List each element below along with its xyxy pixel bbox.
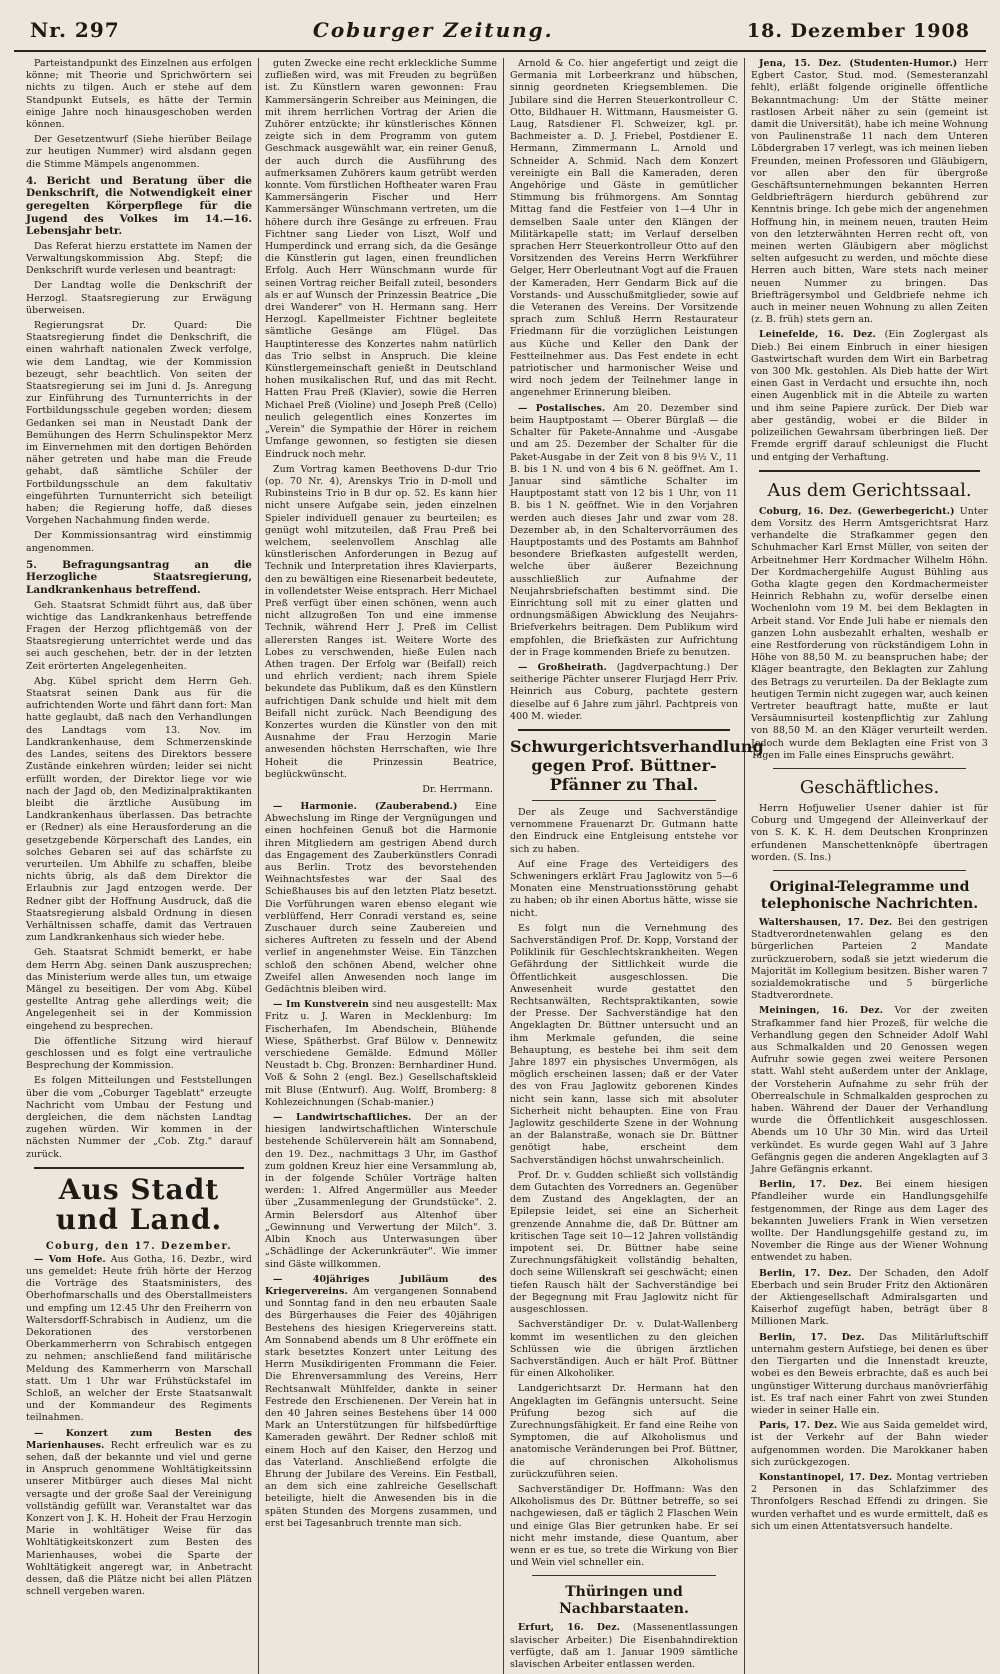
item-heading: Paris, 17. Dez. [759,1420,838,1432]
newspaper-title: Coburger Zeitung. [312,18,554,42]
article-text: Am vergangenen Sonnabend und Sonntag fand in den neu erbauten Saale des Bürgerhauses die Feier des 40jährigen Bestehens des hiesigen Kriegervereins statt. Am Sonnabend abends um 8 Uhr eröffnete ein stark besetztes Konzert unter Leitung des Herrn Musikdirigenten Frommann die Feier. Die Ehrenversammlung des Vereins, Herr Rechtsanwalt Mühlfelder, dankte in seiner Festrede den Erschienenen. Der Verein hat in den 40 Jahren seines Bestehens über 14 000 Mark an Unterstützungen für hilfsbedürftige Kameraden gewährt. Der Redner schloß mit einem Hoch auf den Kaiser, den Herzog und das Vaterland. Anschließend erfolgte die Ehrung der Jubilare des Vereins. Ein Festball, an dem sich eine zahlreiche Gesellschaft beteiligte, hielt die Anwesenden bis in die späten Stunden des Morgens zusammen, und erst bei Tagesanbruch trennte man sich. [265,1285,497,1529]
article-paragraph: Es folgt nun die Vernehmung des Sachverständigen Prof. Dr. Kopp, Vorstand der Poliklinik für Geschlechtskrankheiten. Wegen Gefährdung der Sittlichkeit wurde die Öffentlichkeit ausgeschlossen. Die Anwesenheit wurde gestattet den Rechtsanwälten, Rechtspraktikanten, sowie der Presse. Der Sachverständige hat den Angeklagten Dr. Büttner untersucht und an ihm Merkmale gefunden, die seine Behauptung, es bestehe bei ihm seit dem Jahre 1897 ein physisches Unvermögen, als möglich erscheinen lassen; daß er der Vater des von Frau Jaglowitz geborenen Kindes nicht sein kann, lasse sich mit absoluter Sicherheit nicht behaupten. Eine von Frau Jaglowitz geschilderte Szene in der Wohnung an der Balanstraße, wonach sie Dr. Büttner genötigt habe, erscheint dem Sachverständigen höchst unwahrscheinlich. [510,922,738,1166]
section-divider [518,729,730,731]
item-heading: Leinefelde, 16. Dez. [759,329,876,341]
article-text: Recht erfreulich war es zu sehen, daß der bekannte und viel und gerne in Anspruch genommene Wohltätigkeitssinn unserer Mitbürger auch dieses Mal nicht versagte und der große Saal der Vereinigung vollständig gefüllt war. Veranstaltet war das Konzert von J. K. H. Hoheit der Frau Herzogin Marie in wohltätiger Weise für das Wohltätigkeitskonzert zum Besten des Marienhauses, wobei die Sparte der Wohltätigkeit angeregt war, in Anbetracht dessen, daß die Plätze nicht bei allen Plätzen schnell vergeben waren. [26,1439,252,1598]
article-text: Aus Gotha, 16. Dezbr., wird uns gemeldet: Heute früh hörte der Herzog die Vorträge des Staatsministers, des Oberhofmarschalls und des Oberstallmeisters und empfing um 12.45 Uhr den Freiherrn von Waltersdorff-Schrabisch in Audienz, um die Dekorationen des verstorbenen Oberkammerherrn von Schrabisch entgegen zu nehmen; anschließend fand militärische Meldung des Kammerherrn von Marschall statt. Um 1 Uhr war Frühstückstafel im Schloß, an welcher der Erste Staatsanwalt und der Kommandeur des Regiments teilnahmen. [26,1253,252,1424]
item-heading: — Landwirtschaftliches. [273,1112,412,1124]
article-paragraph: Sachverständiger Dr. Hoffmann: Was den Alkoholismus des Dr. Büttner betreffe, so sei nachgewiesen, daß er täglich 2 Flaschen Wein und einige Glas Bier getrunken habe. Er sei nicht mehr imstande, diese Quantum, aber wenn er es tue, so trete die Wirkung von Bier und Wein viel schneller ein. [510,1483,738,1569]
agenda-heading: 5. Befragungsantrag an die Herzogliche Staatsregierung, Landkrankenhaus betreffend. [26,558,252,597]
article-paragraph: guten Zwecke eine recht erkleckliche Summe zufließen wird, was mit Freuden zu begrüßen ist. Zu Künstlern waren gewonnen: Frau Kammersängerin Schreiber aus Meiningen, die mit ihrem herrlichen Vortrag der Arien die Zuhörer entzückte; ihr künstlerisches Können zeigte sich in dem Programm von gutem Geschmack ausgewählt war, ein reiner Genuß, der auch durch die Ausführung des aufmerksamen Zuhörers kaum getrübt werden konnte. Vom fürstlichen Hoftheater waren Frau Kammersängerin Fischer und Herr Kammersänger Wünschmann vertreten, um die höhere durch ihre Gesänge zu erfreuen. Frau Fichtner sang Lieder von Liszt, Wolf und Humperdinck und errang sich, da die Gesänge die Künstlerin gut lagen, einen freundlichen Erfolg. Auch Herr Wünschmann wurde für seinen Vortrag reicher Beifall zuteil, besonders als er auf Wunsch der Prinzessin Beatrice „Die drei Wanderer" von H. Hermann sang. Herr Herzogl. Kapellmeister Fichtner begleitete sämtliche Gesänge am Flügel. Das Hauptinteresse des Konzertes nahm natürlich das Trio selbst in Anspruch. Die kleine Künstlergemeinschaft genießt in Deutschland hohen musikalischen Ruf, und das mit Recht. Hatten Frau Preß (Klavier), sowie die Herren Michael Preß (Violine) und Joseph Preß (Cello) neulich gelegentlich eines Konzertes im „Verein" die Sympathie der Hörer in reichem Umfange gewonnen, so festigten sie diesen Eindruck noch mehr. [265,58,497,460]
article-paragraph: Zum Vortrag kamen Beethovens D-dur Trio (op. 70 Nr. 4), Arenskys Trio in D-moll und Rubinsteins Trio in B dur op. 52. Es kann hier nicht unsere Aufgabe sein, jeden einzelnen Spieler individuell genauer zu beurteilen; es genügt wohl mitzuteilen, daß Frau Preß bei welchem, seelenvollem Anschlag alle künstlerischen Anforderungen in Bezug auf Technik und Interpretation ihres Klavierparts, den zu bewältigen eine Riesenarbeit bedeutete, in vollendetster Weise entsprach. Herr Michael Preß verfügt über einen schönen, wenn auch nicht allzugroßen Ton und eine immense Technik, während Herr J. Preß im Cellist allerersten Ranges ist. Weitere Worte des Lobes zu verschwenden, hieße Eulen nach Athen tragen. Der Erfolg war (Beifall) reich und ehrlich verdient; nach ihrem Spiele bekundete das Publikum, daß es den Künstlern aufrichtigen Dank schulde und hielt mit dem Beifall nicht zurück. Nach Beendigung des Konzertes wurden die Künstler von den mit Ausnahme der Frau Herzogin Marie anwesenden höchsten Herrschaften, wie Ihre Hoheit die Prinzessin Beatrice, beglückwünscht. [265,463,497,780]
item-heading: Erfurt, 16. Dez. [518,1622,621,1634]
dateline: Coburg, den 17. Dezember. [45,1240,233,1252]
item-heading: Berlin, 17. Dez. [759,1267,852,1279]
agenda-heading: 4. Bericht und Beratung über die Denkschrift, die Notwendigkeit einer geregelten Körperpflege für die Jugend des Volkes im 14.—16. Lebensjahr betr. [26,174,252,238]
item-heading: Waltershausen, 17. Dez. [759,916,893,928]
article-paragraph: Regierungsrat Dr. Quard: Die Staatsregierung findet die Denkschrift, die einen wahrhaft nationalen Zweck verfolge, wie dem Landtag, wie der Kommission bezeugt, sehr beachtlich. Von seiten der Staatsregierung sei im Juni d. Js. Anregung zur Einführung des Turnunterrichts in der Fortbildungsschule gegeben worden; diesem Gedanken sei man in Neustadt Dank der Bemühungen des Herrn Schulinspektor Merz im Einvernehmen mit den dortigen Behörden näher getreten und habe man die Freude gehabt, daß sämtliche Schüler der Fortbildungsschule an dem fakultativ eingeführten Turnunterricht sich beteiligt haben; die Regierung hoffe, daß dieses Vorgehen Nachahmung finden werde. [26,320,252,527]
article-text: Bei einem hiesigen Pfandleiher wurde ein Handlungsgehilfe festgenommen, der Ringe aus dem Lager des bekannten Juweliers Frank in Wien versetzen wollte. Der Handlungsgehilfe gestand zu, im November die Ringe aus der Wiener Wohnung entwendet zu haben. [751,1179,988,1264]
article-paragraph: Der Kommissionsantrag wird einstimmig angenommen. [26,530,252,554]
article-paragraph: Das Referat hierzu erstattete im Namen der Verwaltungskommission Abg. Stepf; die Denkschrift wurde verlesen und beantragt: [26,240,252,277]
article-text: Der Schaden, den Adolf Eberbach und sein Bruder Fritz den Aktionären der Aktiengesellschaft Admiralsgarten und Kaiserhof zugefügt haben, beträgt über 8 Millionen Mark. [751,1267,988,1328]
item-heading: Coburg, 16. Dez. (Gewerbegericht.) [759,505,955,517]
article-text: Eine Abwechslung im Ringe der Vergnügungen und einen hochfeinen Genuß bot die Harmonie ihren Mitgliedern am gestrigen Abend durch das Engagement des Zauberkünstlers Conradi aus Berlin. Trotz des bevorstehenden Weihnachtsfestes war der Saal des Schießhauses bis auf den letzten Platz besetzt. Die Vorführungen waren ebenso elegant wie verblüffend, Herr Conradi verstand es, seine Zuschauer durch seine Zaubereien und sicheres Auftreten zu fesseln und der Abend verlief in angenehmster Weise. Ein Tänzchen schloß den schönen Abend, welcher ohne Zweifel allen Anwesenden noch lange im Gedächtnis bleiben wird. [265,800,497,996]
section-headline: Aus Stadt und Land. [55,1172,223,1236]
masthead [14,8,986,52]
article-text: Der seitherige Pächter unserer Flurjagd Herr Priv. Heinrich aus Coburg, pachtete gestern dieselbe auf 6 Jahre zum jährl. Pachtpreis von 400 M. wieder. [510,661,738,722]
article-paragraph: Geh. Staatsrat Schmidt bemerkt, er habe dem Herrn Abg. seinen Dank auszusprechen; das Ministerium werde alles tun, um etwaige Mängel zu beseitigen. Der vom Abg. Kübel gestellte Antrag gehe allerdings weit; die Angelegenheit sei in der Kommission eingehend zu besprechen. [26,947,252,1032]
item-heading: — Vom Hofe. [34,1253,106,1265]
article-text: Montag vertrieben 2 Personen in das Schlafzimmer des Thronfolgers Reschad Effendi zu dringen. Sie wurden verhaftet und es wurde ermittelt, daß es sich um einen Attentatsversuch handelte. [751,1471,988,1532]
author-signature: Dr. Herrmann. [422,783,493,795]
item-subheading: (Ein Zoglergast als Dieb.) [751,329,989,353]
article-paragraph: Parteistandpunkt des Einzelnen aus erfolgen könne; mit Theorie und Sprichwörtern sei nichts zu tilgen. Auch er stehe auf dem Standpunkt Eutsels, es hätte der Termin einige Jahre noch hinausgeschoben werden können. [26,58,252,131]
article-paragraph: Der als Zeuge und Sachverständige vernommene Frauenarzt Dr. Gutmann hatte den Eindruck eine Entgleisung entstehe vor sich zu haben. [510,806,738,855]
item-heading: Jena, 15. Dez. (Studenten-Humor.) [759,58,958,69]
article-paragraph: Es folgen Mitteilungen und Feststellungen über die vom „Coburger Tageblatt" erzeugte Nachricht vom Umbau der Festung und dergleichen, die dem nächsten Landtag zugehen würden. Wir kommen in der nächsten Nummer der „Cob. Ztg." darauf zurück. [26,1075,252,1160]
column-3 [510,58,764,1674]
article-text: Bei einem Einbruch in einer hiesigen Gastwirtschaft wurden dem Wirt ein Barbetrag von 300 Mk. gestohlen. Als Dieb hatte der Wirt einen Gast in Verdacht und ersuchte ihn, noch einen Augenblick mit in die Abteile zu warten und ihm seine Papiere zurück. Der Dieb war aber geständig, wobei er die Bilder in polizeilichen Gewahrsam überbringen ließ. Der Fremde ergriff darauf schleunigst die Flucht und entging der Verhaftung. [751,341,988,463]
article-text: Die Eisenbahndirektion verfügte, daß am 1. Januar 1909 sämtliche slavischen Arbeiter entlassen werden. [510,1634,738,1670]
item-heading: Konstantinopel, 17. Dez. [759,1471,893,1483]
article-text: Vor der zweiten Strafkammer fand hier Prozeß, für welche die Verhandlung gegen den Schneider Adolf Wahl aus Schmalkalden und 20 Genossen wegen Aufruhr sowie gegen zwei weitere Personen statt. Wahl steht außerdem unter der Anklage, der Vorsteherin Aufnahme zu sehr früh der Oberrealschule in Schmalkalden gesprochen zu haben. Während der Dauer der Verhandlung wurde die Öffentlichkeit ausgeschlossen. Abends um 10 Uhr 30 Min. wird das Urteil verkündet. Es wurde gegen Wahl auf 3 Jahre Gefängnis gegen die anderen Angeklagten auf 3 Jahre Gefängnis erkannt. [751,1005,988,1176]
article-text: Der an der hiesigen landwirtschaftlichen Winterschule bestehende Schülerverein hält am Sonnabend, den 19. Dez., nachmittags 3 Uhr, im Gasthof zum goldnen Kreuz hier eine Versammlung ab, in der folgende Schüler Vorträge halten werden: 1. Alfred Angermüller aus Meeder über „Zusammenlegung der Grundstücke". 2. Armin Belersdorf aus Altenhof über „Gewinnung und Verwertung der Milch". 3. Albin Knoch aus Unterwasungen über „Schädlinge der Ackerunkräuter". Wie immer sind Gäste willkommen. [265,1112,497,1270]
section-divider [773,870,966,871]
article-paragraph: Arnold & Co. hier angefertigt und zeigt die Germania mit Lorbeerkranz und hübschen, sinnig geordneten Kriegsemblemen. Die Jubilare sind die Herren Steuerkontrolleur C. Otto, Bildhauer H. Wittmann, Hausmeister G. Laug, Ratsdiener Fl. Schweizer, kgl. pr. Bachmeister a. D. J. Friebel, Postdiener E. Hermann, Zimmermann L. Arnold und Schneider A. Schmid. Nach dem Konzert vereinigte ein Ball die Kameraden, deren Angehörige und Gäste in gemütlicher Stimmung bis frühmorgens. Am Sonntag Mittag fand die Festfeier von 1—4 Uhr in demselben Saale unter den Klängen der Militärkapelle statt; im Verlauf derselben sprachen Herr Steuerkontrolleur Otto auf den Vorsitzenden des Vereins Herrn Werkführer Gelger, Herr Oberleutnant Vogt auf die Frauen der Kameraden, Herr Gendarm Bick auf die Vorstands- und Ausschußmitglieder, sowie auf die Veteranen des Vereins. Der Vorsitzende sprach zum Schluß Herrn Restaurateur Friedmann für die vorzüglichen Leistungen aus Küche und Keller den Dank der Festteilnehmer aus. Das Fest endete in echt patriotischer und harmonischer Weise und wird noch jedem der Teilnehmer lange in angenehmer Erinnerung bleiben. [510,58,738,399]
item-heading: — Postalisches. [518,402,606,414]
article-paragraph: Prof. Dr. v. Gudden schließt sich vollständig dem Gutachten des Vorredners an. Gegenüber dem Zustand des Angeklagten, der an Epilepsie leidet, sei eine an Sicherheit grenzende Annahme die, daß Dr. Büttner am kritischen Tage seit 10—12 Jahren vollständig impotent sei. Dr. Büttner habe seine Zurechnungsfähigkeit vollständig behalten, doch seine Willenskraft sei geschwächt; einen tiefen Rausch hält der Sachverständige bei der Begegnung mit Frau Jaglowitz nicht für ausgeschlossen. [510,1169,738,1316]
article-text: Bei den gestrigen Stadtverordnetenwahlen gelang es den bürgerlichen Parteien 2 Mandate zurückzuerobern, sodaß sie jetzt wiederum die Majorität im Kollegium besitzen. Bisher waren 7 sozialdemokratische und 5 bürgerliche Stadtverordnete. [751,916,988,1002]
section-divider [34,1167,244,1169]
section-divider [532,800,716,801]
item-heading: Berlin, 17. Dez. [759,1331,865,1343]
section-divider [532,1575,716,1576]
article-paragraph: Geh. Staatsrat Schmidt führt aus, daß über wichtige das Landkrankenhaus betreffende Fragen der Herzog pflichtgemäß von der Staatsregierung unterrichtet werde und das sei auch geschehen, betr. der in der letzten Zeit erörterten Angelegenheiten. [26,599,252,672]
column-4 [751,58,994,1674]
column-2 [265,58,504,1674]
article-paragraph: Der Landtag wolle die Denkschrift der Herzogl. Staatsregierung zur Erwägung überweisen. [26,280,252,316]
item-subheading: (Jagdverpachtung.) [616,661,711,673]
article-paragraph: Abg. Kübel spricht dem Herrn Geh. Staatsrat seinen Dank aus für die aufrichtenden Worte und fährt dann fort: Man hatte geglaubt, daß nach den Verhandlungen des Landtags vom 13. Nov. im Landkrankenhause, dem Schmerzenskinde des Landes, seitens des Direktors bessere Zustände einkehren würden; leider sei nicht erfüllt worden, der Direktor liege vor wie nach der Jagd ob, den Medizinalpraktikanten bleibt die ärztliche Ausübung im Landkrankenhaus überlassen. Das betrachte er (Redner) als eine Herausforderung an die gesetzgebende Körperschaft des Landes, ein solches Gebaren sei auf das schärfste zu verurteilen. Um Abhilfe zu schaffen, bleibe nichts übrig, als daß dem Direktor die Erlaubnis zur Jagd entzogen werde. Der Redner gibt der Hoffnung Ausdruck, daß die Staatsregierung alsbald Ordnung in diesen Verhältnissen schaffe, damit das Vertrauen zum Landkrankenhaus sich wieder hebe. [26,675,252,944]
article-paragraph: Die öffentliche Sitzung wird hierauf geschlossen und es folgt eine vertrauliche Besprechung der Kommission. [26,1035,252,1072]
item-heading: Berlin, 17. Dez. [759,1179,863,1191]
item-heading: — Großheirath. [518,661,607,673]
article-paragraph: Sachverständiger Dr. v. Dulat-Wallenberg kommt im wesentlichen zu den gleichen Schlüssen wie die übrigen ärztlichen Sachverständigen. Auch er hält Prof. Büttner für einen Alkoholiker. [510,1319,738,1380]
article-text: Unter dem Vorsitz des Herrn Amtsgerichtsrat Harz verhandelte die Strafkammer gegen den Schuhmacher Karl Ernst Müller, von seiten der Arbeitnehmer Herr Kordmacher Wilhelm Höhn. Der Kordmachergehilfe August Bühling aus Gotha klagte gegen den Kordmachermeister Heinrich Rebhahn zu, wofür derselbe einen Wochenlohn vom 19 M. bei dem Beklagten in Arbeit stand. Vor Ende Juli habe er niemals den ganzen Lohn ausbezahlt erhalten, weshalb er eine Restforderung von rückständigem Lohn in Höhe von 88,50 M. zu beanspruchen habe; der Kläger beantragte, den Beklagten zur Zahlung des Betrags zu verurteilen. Da der Beklagte zum heutigen Termin nicht zugegen war, auch keinen Vertreter beauftragt hatte, mußte er laut Versäumnisurteil kostenpflichtig zur Zahlung von 88,50 M. an den Kläger verurteilt werden. Jedoch wurde dem Beklagten eine Frist von 3 Tagen im Falle eines Einspruchs gewährt. [751,505,988,761]
item-heading: — Harmonie. (Zauberabend.) [273,800,458,812]
article-paragraph: Auf eine Frage des Verteidigers des Schweningers erklärt Frau Jaglowitz von 5—6 Monaten eine Menstruationsstörung gehabt zu haben; ob ihr einen Abortus hätte, wisse sie nicht. [510,858,738,919]
trial-headline: Schwurgerichtsverhandlung gegen Prof. Büttner-Pfänner zu Thal. [510,736,764,794]
item-heading: — Im Kunstverein [273,999,369,1011]
article-paragraph: Herrn Hofjuwelier Usener dahier ist für Coburg und Umgegend der Alleinverkauf der von S. K. K. H. dem Deutschen Kronprinzen erfundenen Manschettenknöpfe übertragen worden. (S. Ins.) [751,802,988,863]
item-heading: — Konzert zum Besten des Marienhauses. [26,1427,252,1451]
article-text: Das Militärluftschiff unternahm gestern Aufstiege, bei denen es über den Tiergarten und die Innenstadt kreuzte, wobei es den Beweis erbrachte, daß es auch bei ungünstiger Witterung durchaus manövrierfähig ist. Es traf nach einer Fahrt von zwei Stunden wieder in seiner Halle ein. [751,1331,988,1416]
item-heading: — 40jähriges Jubiläum des Kriegervereins. [265,1273,497,1297]
article-text: Herr Egbert Castor, Stud. mod. (Semesteranzahl fehlt), erläßt folgende originelle öffentliche Bekanntmachung: Um der Stätte meiner rastlosen Arbeit näher zu sein (gemeint ist damit die Universität), habe ich meine Wohnung von Paulinenstraße 11 nach dem Unteren Löbdergraben 17 verlegt, was ich meinen lieben Freunden, meinen Professoren und Gläubigern, vor allen aber den für übergroße Geschäftsunternehmungen bekannten Herren Geldbriefträgern hierdurch gebührend zur Kenntnis bringe. Ich gebe mich der angenehmen Hoffnung hin, in meinem neuen, trauten Heim von den letzterwähnten Herren recht oft, von meinen werten Gläubigern aber möglichst selten aufgesucht zu werden, und möchte diese Herren auch bitten, Ware stets nach meiner neuen Nummer zu bringen. Das Briefträgersymbol und Geldbriefe nehme ich auch in meiner neuen Wohnung zu allen Zeiten (z. B. früh) stets gern an. [751,58,988,326]
article-text: Wie aus Saida gemeldet wird, ist der Verkehr auf der Bahn wieder aufgenommen worden. Die Marokkaner haben sich zurückgezogen. [751,1420,988,1468]
issue-number: Nr. 297 [30,18,120,42]
column-1 [26,58,259,1674]
telegram-headline: Original-Telegramme und telephonische Nachrichten. [760,878,979,912]
regional-headline: Thüringen und Nachbarstaaten. [559,1584,689,1618]
section-divider [759,470,980,472]
item-subheading: (Massenentlassungen slavischer Arbeiter.) [510,1622,738,1646]
item-heading: Meiningen, 16. Dez. [759,1005,884,1017]
business-headline: Geschäftliches. [799,776,940,798]
issue-date: 18. Dezember 1908 [746,20,970,42]
article-text: Am 20. Dezember sind beim Hauptpostamt — Oberer Bürglaß — die Schalter für Pakete-Annahme und -Ausgabe und am 25. Dezember der Schalter für die Paket-Ausgabe in der Zeit von 8 bis 9½ V., 11 B. bis 1 N. und von 4 bis 6 N. geöffnet. Am 1. Januar sind sämtliche Schalter im Hauptpostamt statt von 12 bis 1 Uhr, von 11 B. bis 1 N. geöffnet. Wie in den Vorjahren werden auch dieses Jahr und zwar vom 28. Dezember ab, in den Schaltervorräumen des Hauptpostamts und des Postamts am Bahnhof besondere Briefkasten aufgestellt werden, welche über äußerer Bezeichnung ausschließlich zur Aufnahme der Neujahrsbriefschaften bestimmt sind. Die Einrichtung soll mit zu einer glatten und ordnungsmäßigen Abwicklung des Neujahrs-Briefverkehrs beitragen. Dem Publikum wird empfohlen, die Briefkästen zur Aufrichtung der in Frage kommenden Briefe zu benutzen. [510,402,738,658]
article-paragraph: Der Gesetzentwurf (Siehe hierüber Beilage zur heutigen Nummer) wird alsdann gegen die Stimme Mämpels angenommen. [26,134,252,170]
article-paragraph: Landgerichtsarzt Dr. Hermann hat den Angeklagten im Gefängnis untersucht. Seine Prüfung bezog sich auf die Zurechnungsfähigkeit. Er fand eine Reihe von Symptomen, die auf Alkoholismus und anatomische Veränderungen bei Prof. Büttner, die auf chronischen Alkoholismus zurückzuführen seien. [510,1383,738,1480]
section-divider [773,768,966,769]
court-headline: Aus dem Gerichtssaal. [767,479,972,501]
article-text: sind neu ausgestellt: Max Fritz u. J. Waren in Mecklenburg: Im Fischerhafen, Im Abendschein, Blühende Wiese, Spätherbst. Graf Bülow v. Dennewitz verschiedene Gemälde. Edmund Möller Neustadt b. Cbg. Bronzen: Bernhardiner Hund. Voß & Sohn 2 (engl. Bez.) Gesellschaftskleid mit Bluse (Entwurf). Aug. Wolff, Bromberg: 8 Kohlezeichnungen (Schab-manier.) [265,999,497,1108]
columns [26,58,989,1670]
